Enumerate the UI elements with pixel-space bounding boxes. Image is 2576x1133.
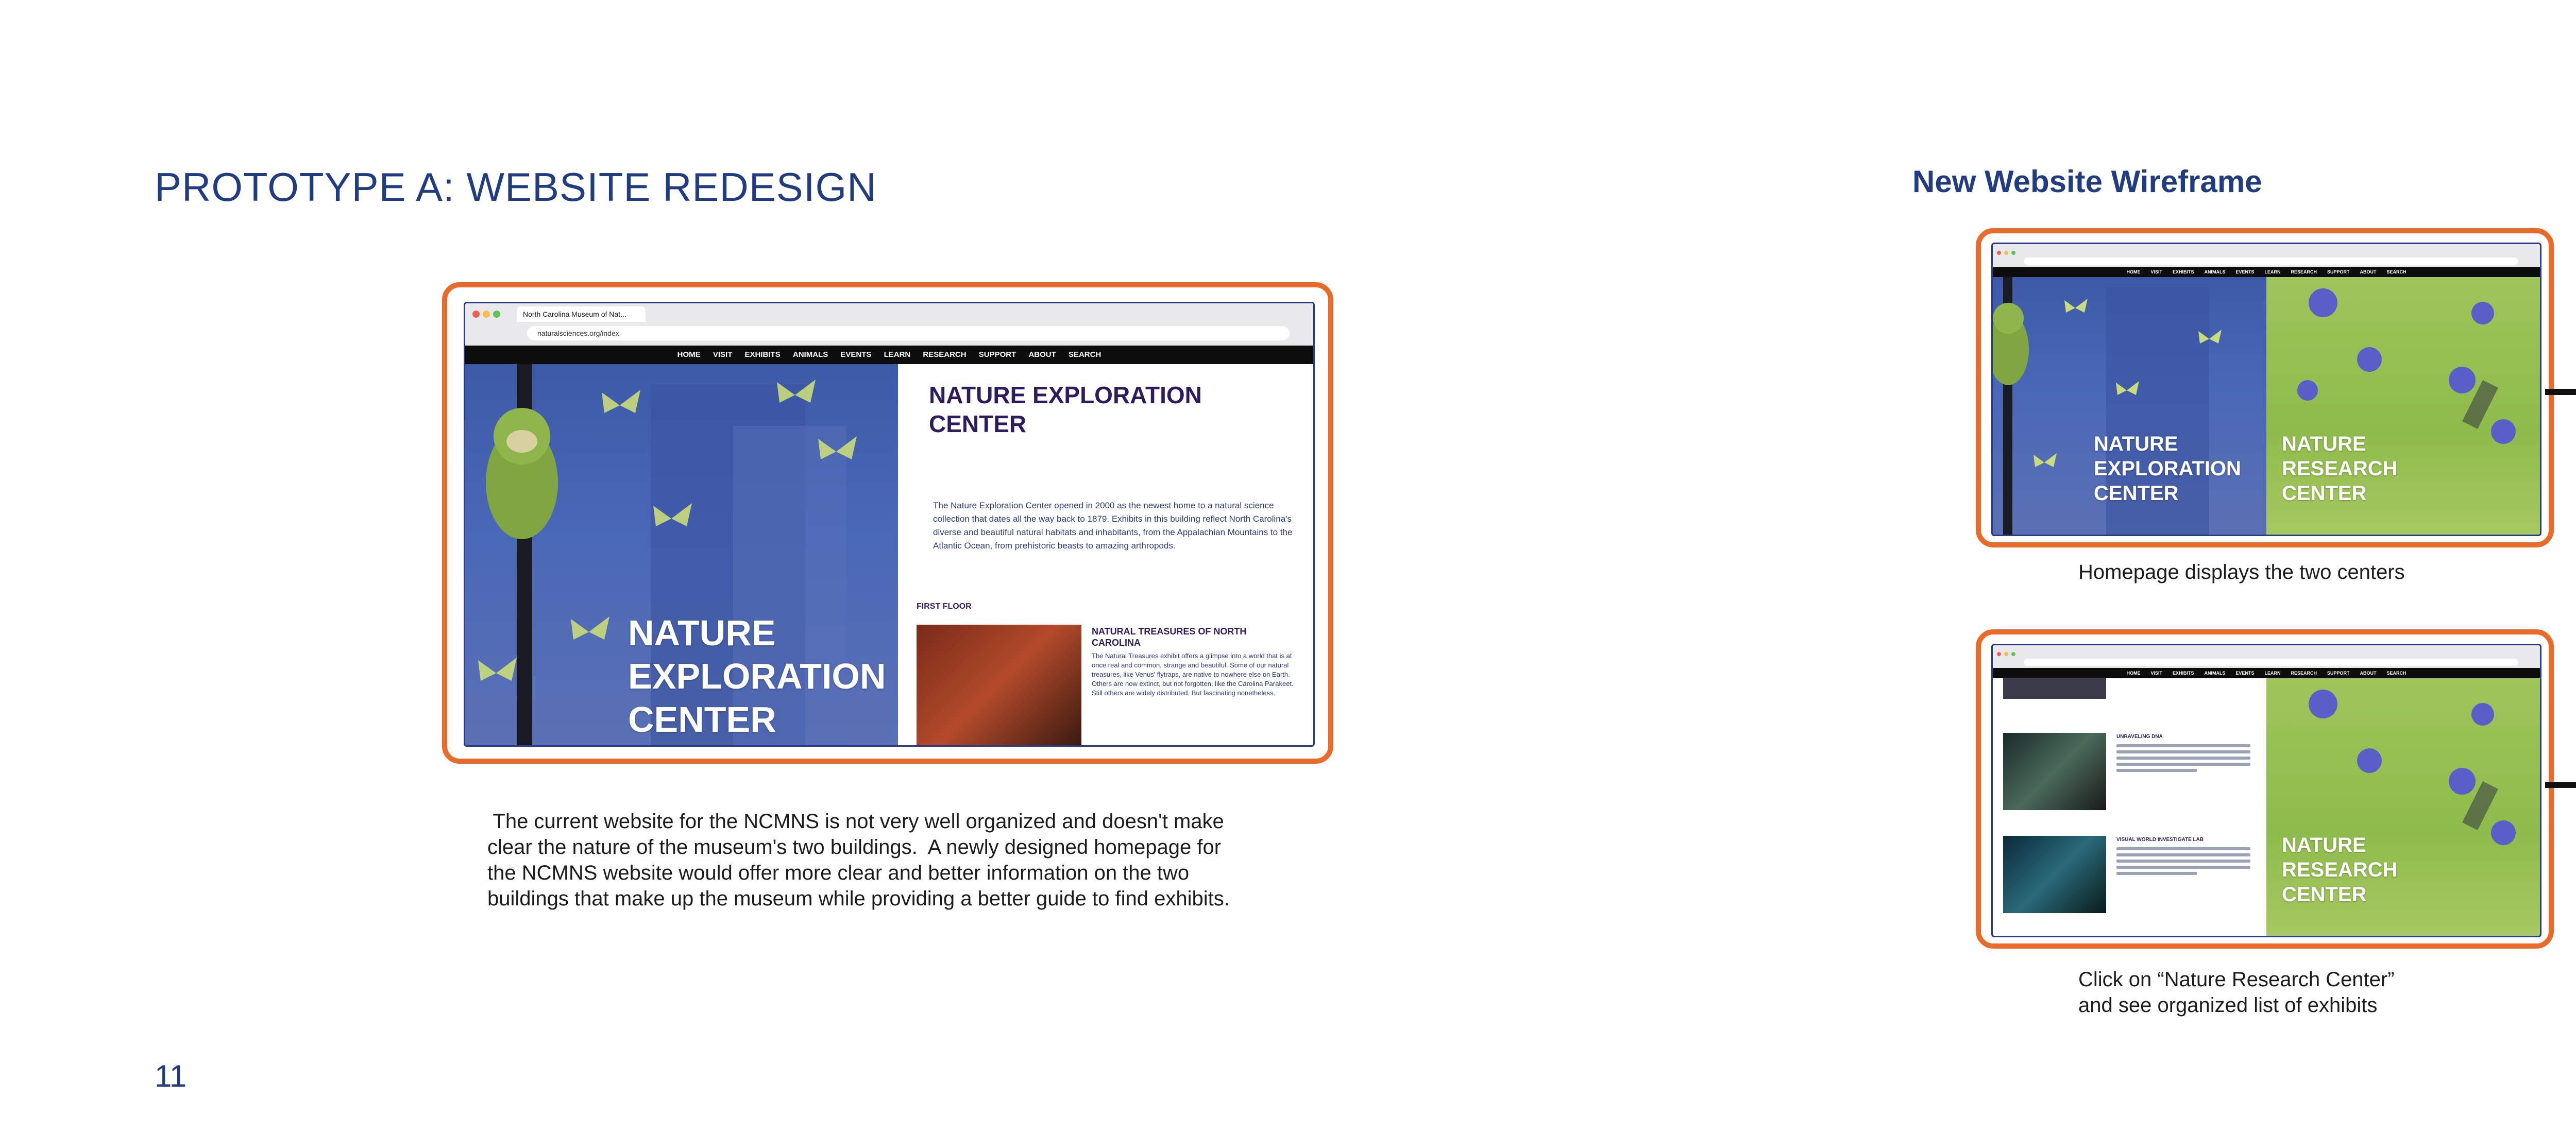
nav-visit[interactable]: VISIT [2150, 671, 2162, 676]
exhibit-description: The Nature Exploration Center opened in 2000 as the newest home to a natural science collection that dates all the way back to 1879. Exhibits in this building reflect North Carolina's diverse and beautiful natural habitats and inhabitants, from the Appalachian Mountains to the Atlantic Ocean, from prehistoric beasts to amazing arthropods. [933, 501, 1293, 551]
nav-research[interactable]: RESEARCH [2291, 671, 2317, 676]
flow-connector-bottom [2545, 782, 2576, 788]
site-nav [465, 346, 1313, 364]
nav-about[interactable]: ABOUT [1028, 350, 1056, 359]
nav-exhibits[interactable]: EXHIBITS [2172, 269, 2194, 274]
exhibit-item-text [2116, 847, 2250, 878]
caption-homepage: Homepage displays the two centers [2078, 561, 2405, 583]
exhibit-heading: NATURE EXPLORATION CENTER [929, 382, 1202, 437]
browser-tab[interactable]: North Carolina Museum of Nat... [517, 306, 646, 322]
nav-events[interactable]: EVENTS [2235, 671, 2255, 676]
site-nav [1993, 668, 2540, 678]
url-bar[interactable]: naturalsciences.org/index [527, 326, 1290, 340]
nav-home[interactable]: HOME [2126, 671, 2141, 676]
nav-events[interactable]: EVENTS [2235, 269, 2255, 274]
exhibit-thumbnail[interactable] [917, 625, 1081, 745]
nav-events[interactable]: EVENTS [840, 350, 872, 359]
nav-visit[interactable]: VISIT [2150, 269, 2162, 274]
prototype-screenshot-frame [442, 282, 1333, 764]
exhibit-card-body: The Natural Treasures exhibit offers a glimpse into a world that is at once real and common, strange and beautiful. Some of our natural treasures, like Venus' flytraps, are native to nowhere else on Earth. Others are now extinct, but not forgotten, like the Carolina Parakeet. Still others are widely distributed. But fascinating nonetheless. [1092, 652, 1294, 697]
research-center-link[interactable] [2266, 277, 2540, 535]
window-controls [472, 311, 503, 320]
exhibit-item-title[interactable]: VISUAL WORLD INVESTIGATE LAB [2116, 837, 2204, 843]
exhibit-thumbnail[interactable] [2003, 678, 2106, 699]
nav-animals[interactable]: ANIMALS [2204, 671, 2226, 676]
research-hero [2266, 678, 2540, 936]
nav-animals[interactable]: ANIMALS [792, 350, 828, 359]
site-nav [1993, 267, 2540, 277]
nav-support[interactable]: SUPPORT [2327, 671, 2350, 676]
exhibit-item-text [2116, 744, 2250, 775]
nav-about[interactable]: ABOUT [2360, 269, 2377, 274]
caption-research-2: and see organized list of exhibits [2078, 994, 2378, 1017]
nav-learn[interactable]: LEARN [884, 350, 911, 359]
hero-image-exploration[interactable] [465, 364, 898, 745]
nav-support[interactable]: SUPPORT [978, 350, 1016, 359]
wireframe-research-screen [1991, 644, 2541, 937]
nav-research[interactable]: RESEARCH [2291, 269, 2317, 274]
wireframe-research-frame [1976, 629, 2554, 949]
nav-support[interactable]: SUPPORT [2327, 269, 2350, 274]
nav-animals[interactable]: ANIMALS [2204, 269, 2226, 274]
flow-connector-top [2545, 389, 2576, 395]
nav-home[interactable]: HOME [677, 350, 701, 359]
page-number: 11 [155, 1059, 187, 1093]
exhibit-item-title[interactable]: UNRAVELING DNA [2116, 734, 2163, 740]
nav-home[interactable]: HOME [2126, 269, 2141, 274]
paragraph-line: The current website for the NCMNS is not very well organized and doesn't make [487, 810, 1224, 833]
browser-chrome [465, 303, 1313, 346]
browser-chrome [1993, 244, 2540, 267]
caption-research-1: Click on “Nature Research Center” [2078, 968, 2395, 991]
exploration-label: NATURE EXPLORATION CENTER [2094, 433, 2241, 505]
wireframe-homepage-frame [1976, 228, 2554, 547]
nav-research[interactable]: RESEARCH [923, 350, 967, 359]
exhibit-thumbnail[interactable] [2003, 836, 2106, 913]
nav-search[interactable]: SEARCH [2386, 269, 2406, 274]
paragraph-line: the NCMNS website would offer more clear and better information on the two [487, 862, 1190, 884]
hero-label: NATURE EXPLORATION CENTER [628, 613, 886, 740]
nav-learn[interactable]: LEARN [2264, 269, 2281, 274]
research-label: NATURE RESEARCH CENTER [2282, 433, 2398, 505]
research-label: NATURE RESEARCH CENTER [2282, 834, 2398, 906]
nav-search[interactable]: SEARCH [1068, 350, 1101, 359]
page-title: PROTOTYPE A: WEBSITE REDESIGN [155, 164, 877, 210]
paragraph-line: clear the nature of the museum's two buildings. A newly designed homepage for [487, 836, 1222, 859]
nav-exhibits[interactable]: EXHIBITS [2172, 671, 2194, 676]
nav-about[interactable]: ABOUT [2360, 671, 2377, 676]
browser-window [464, 302, 1315, 747]
nav-learn[interactable]: LEARN [2264, 671, 2281, 676]
section-title: New Website Wireframe [1912, 164, 2262, 199]
wireframe-homepage-screen [1991, 243, 2541, 536]
nav-exhibits[interactable]: EXHIBITS [744, 350, 781, 359]
browser-chrome [1993, 645, 2540, 668]
nav-search[interactable]: SEARCH [2386, 671, 2406, 676]
floor-label: FIRST FLOOR [917, 602, 972, 611]
description-paragraph [487, 809, 1363, 912]
exploration-center-link[interactable] [1993, 277, 2266, 535]
exhibit-thumbnail[interactable] [2003, 733, 2106, 810]
nav-visit[interactable]: VISIT [713, 350, 733, 359]
exhibit-card-title[interactable]: NATURAL TREASURES OF NORTH CAROLINA [1092, 626, 1247, 648]
paragraph-line: buildings that make up the museum while providing a better guide to find exhibits. [487, 887, 1230, 910]
